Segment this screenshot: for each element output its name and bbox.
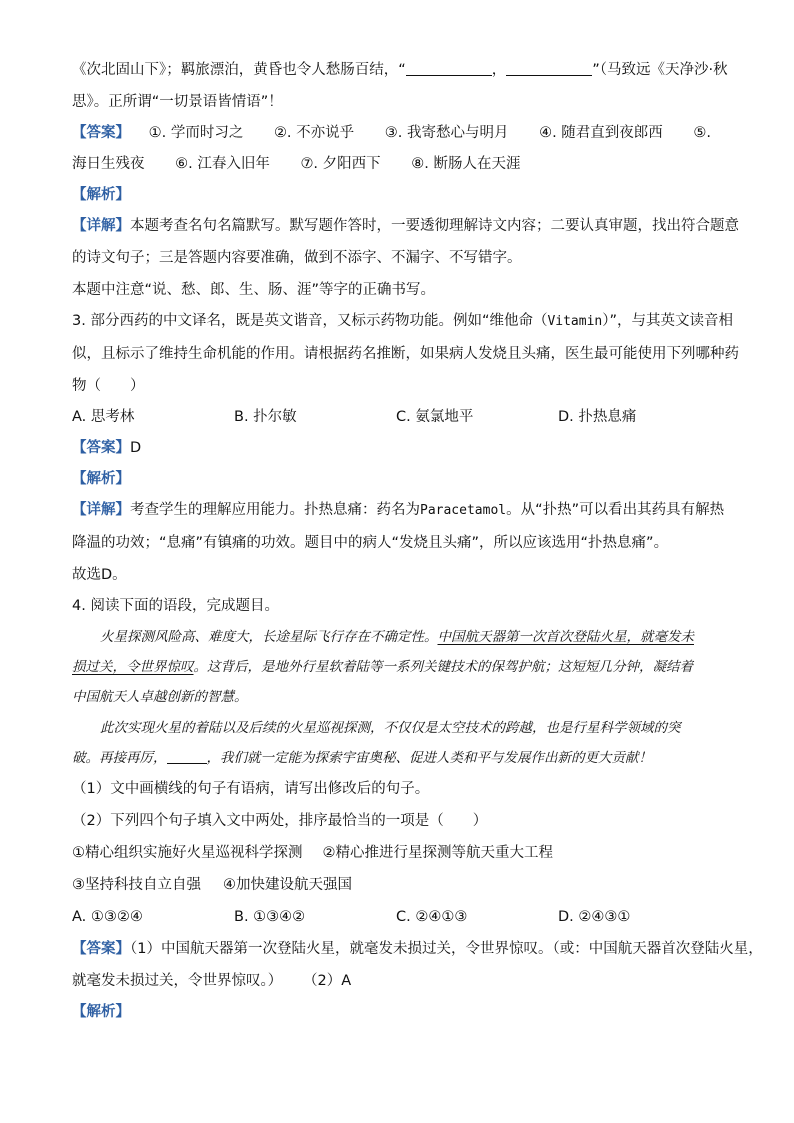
q3-detail-line-1 <box>72 500 728 521</box>
sentence-option: ③坚持科技自立自强 <box>72 877 201 893</box>
q3-text: 3. 部分西药的中文译名，既是英文谐音，又标示药物功能。例如“维他命（ <box>72 313 548 329</box>
q3-line-2: 似，且标示了维持生命机能的作用。请根据药名推断，如果病人发烧且头痛，医生最可能使用下列哪种药 <box>72 346 739 362</box>
q4-options <box>72 907 728 927</box>
q4-passage-p1-line-3: 中国航天人卓越创新的智慧。 <box>72 689 248 705</box>
answer-item: ⑤. <box>693 125 712 141</box>
document-page <box>72 60 763 1022</box>
q3-english-term: Paracetamol <box>420 503 507 518</box>
detail-text: 。从“扑热”可以看出其药具有解热 <box>506 502 725 518</box>
q3-english-term: Vitamin <box>547 314 603 329</box>
q4-sub-1: （1）文中画横线的句子有语病，请写出修改后的句子。 <box>72 781 430 797</box>
answer-item: 海日生残夜 <box>72 156 145 172</box>
q3-text: ）”，与其英文读音相 <box>602 313 734 329</box>
passage-text: ，我们就一定能为探索宇宙奥秘、促进人类和平与发展作出新的更大贡献！ <box>206 750 652 766</box>
q4-analysis <box>72 1002 728 1022</box>
poem-text: 《次北固山下》；羁旅漂泊，黄昏也令人愁肠百结，“ <box>72 62 406 78</box>
passage-text: 破。再接再厉， <box>72 750 167 766</box>
q3-line-3: 物（ ） <box>72 378 145 394</box>
q4-passage-p2-line-1: 此次实现火星的着陆以及后续的火星巡视探测，不仅仅是太空技术的跨越，也是行星科学领域的突 <box>100 720 681 736</box>
option-b: B. ①③④② <box>234 909 306 925</box>
poem-line-1 <box>72 60 728 80</box>
analysis-tag: 【解析】 <box>72 1004 130 1020</box>
answer-item: ⑧. 断肠人在天涯 <box>411 156 521 172</box>
answer-tag: 【答案】 <box>72 440 130 456</box>
q4-sentences-line-1 <box>72 843 728 863</box>
answer-item: ⑦. 夕阳西下 <box>300 156 381 172</box>
answer-blank <box>506 61 592 76</box>
detail-text: 考查学生的理解应用能力。扑热息痛：药名为 <box>130 502 420 518</box>
option-c: C. 氨氯地平 <box>396 409 474 425</box>
q4-passage-p1-line-2 <box>72 657 728 677</box>
answer-blank <box>406 61 492 76</box>
sentence-option: ②精心推进行星探测等航天重大工程 <box>322 845 553 861</box>
detail-tag: 【详解】 <box>72 218 130 234</box>
detail-2-line-3: 本题中注意“说、愁、郎、生、肠、涯”等字的正确书写。 <box>72 282 436 298</box>
answer-text: 就毫发未损过关，令世界惊叹。） <box>72 973 283 989</box>
q3-line-1 <box>72 311 734 332</box>
option-c: C. ②④①③ <box>396 909 468 925</box>
analysis-tag: 【解析】 <box>72 187 130 203</box>
detail-text: 本题考查名句名篇默写。默写题作答时，一要透彻理解诗文内容；二要认真审题，找出符合题意 <box>130 218 739 234</box>
answer-text: （2）A <box>310 973 352 989</box>
q3-conclusion: 故选D。 <box>72 567 127 583</box>
option-d: D. ②④③① <box>558 909 631 925</box>
poem-line-2: 思》。正所谓“一切景语皆情语”！ <box>72 94 283 110</box>
fill-blank <box>167 750 207 764</box>
underlined-sentence: 中国航天器第一次首次登陆火星，就毫发未 <box>437 629 694 645</box>
sentence-option: ①精心组织实施好火星巡视科学探测 <box>72 845 303 861</box>
detail-2-line-1 <box>72 216 739 236</box>
q4-passage-p2-line-2 <box>72 748 728 768</box>
sentence-option: ④加快建设航天强国 <box>223 877 352 893</box>
q3-detail-line-2: 降温的功效；“息痛”有镇痛的功效。题目中的病人“发烧且头痛”，所以应该选用“扑热息痛”。 <box>72 535 669 551</box>
answer-item: ②. 不亦说乎 <box>273 125 355 141</box>
poem-text: ”（马致远《天净沙·秋 <box>592 62 728 78</box>
answer-item: ③. 我寄愁心与明月 <box>384 125 509 141</box>
q3-options <box>72 407 728 427</box>
detail-tag: 【详解】 <box>72 502 130 518</box>
detail-2-line-2: 的诗文句子；三是答题内容要准确，做到不添字、不漏字、不写错字。 <box>72 250 522 266</box>
q4-title: 4. 阅读下面的语段，完成题目。 <box>72 598 279 614</box>
answer-text: （1）中国航天器第一次登陆火星，就毫发未损过关，令世界惊叹。（或：中国航天器首次登陆火星， <box>130 941 763 957</box>
analysis-tag: 【解析】 <box>72 471 130 487</box>
option-a: A. ①③②④ <box>72 909 143 925</box>
option-b: B. 扑尔敏 <box>234 409 297 425</box>
comma: ， <box>491 62 507 78</box>
q4-passage-p1-line-1 <box>72 627 728 647</box>
answer-item: ④. 随君直到夜郎西 <box>539 125 663 141</box>
answer-2-cont <box>72 154 728 174</box>
passage-text: 火星探测风险高、难度大，长途星际飞行存在不确定性。 <box>100 629 438 645</box>
answer-tag: 【答案】 <box>72 941 130 957</box>
q4-sub-2: （2）下列四个句子填入文中两处，排序最恰当的一项是（ ） <box>72 813 488 829</box>
analysis-2 <box>72 185 728 205</box>
answer-item: ①. 学而时习之 <box>148 125 244 141</box>
answer-tag: 【答案】 <box>72 125 130 141</box>
passage-text: 。这背后，是地外行星软着陆等一系列关键技术的保驾护航；这短短几分钟，凝结着 <box>193 659 693 675</box>
q4-answer-line-1 <box>72 939 763 959</box>
answer-2 <box>72 123 728 143</box>
q3-answer <box>72 438 728 458</box>
q4-answer-line-2 <box>72 971 728 991</box>
q4-sentences-line-2 <box>72 875 728 895</box>
answer-item: ⑥. 江春入旧年 <box>175 156 270 172</box>
option-d: D. 扑热息痛 <box>558 409 637 425</box>
option-a: A. 思考林 <box>72 409 135 425</box>
underlined-sentence: 损过关，令世界惊叹 <box>72 659 194 675</box>
q3-analysis <box>72 469 728 489</box>
answer-value: D <box>130 440 142 456</box>
